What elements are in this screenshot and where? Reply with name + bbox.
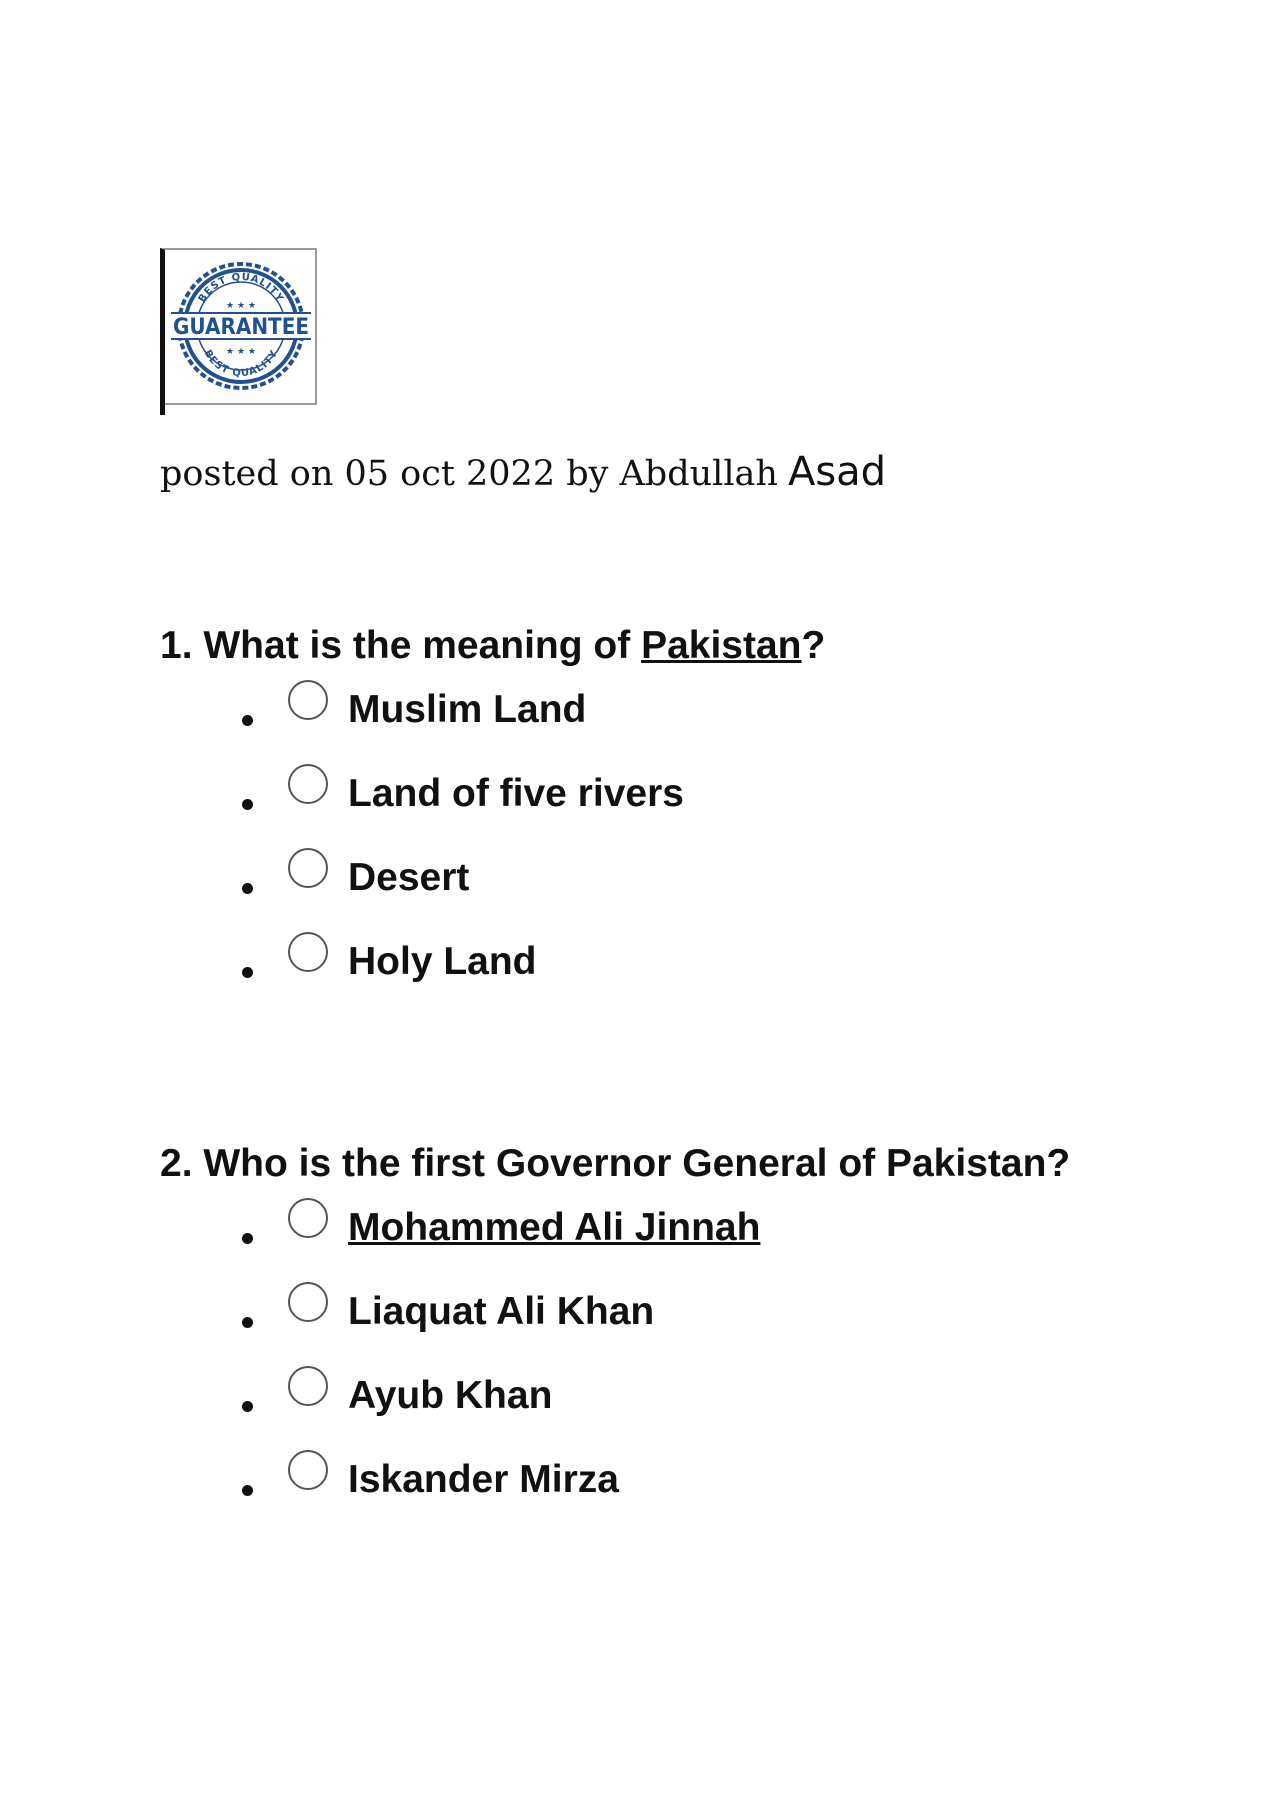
list-item xyxy=(160,1278,1240,1362)
option-label[interactable]: Liaquat Ali Khan xyxy=(348,1290,655,1333)
question-1 xyxy=(160,622,1240,1012)
option-label[interactable]: Desert xyxy=(348,856,470,899)
question-2-text: Who is the first Governor General of Pakistan? xyxy=(203,1142,1071,1185)
post-byline xyxy=(160,450,886,496)
option-label[interactable]: Muslim Land xyxy=(348,688,587,731)
option-label-link[interactable]: Mohammed Ali Jinnah xyxy=(348,1206,761,1249)
radio-button[interactable] xyxy=(288,680,328,720)
byline-author-surname: Asad xyxy=(787,449,887,495)
svg-text:BEST QUALITY: BEST QUALITY xyxy=(201,348,281,380)
svg-text:★ ★ ★: ★ ★ ★ xyxy=(226,301,256,311)
byline-text: posted on 05 oct 2022 by Abdullah xyxy=(160,454,778,494)
radio-button[interactable] xyxy=(288,1198,328,1238)
option-label[interactable]: Ayub Khan xyxy=(348,1374,553,1417)
question-2-number: 2. xyxy=(160,1142,193,1185)
bullet-icon xyxy=(242,967,253,978)
bullet-icon xyxy=(242,799,253,810)
bullet-icon xyxy=(242,1233,253,1244)
option-label[interactable]: Holy Land xyxy=(348,940,537,983)
option-label[interactable]: Iskander Mirza xyxy=(348,1458,619,1501)
question-1-question-mark: ? xyxy=(801,624,826,667)
list-item xyxy=(160,1362,1240,1446)
radio-button[interactable] xyxy=(288,1282,328,1322)
list-item xyxy=(160,676,1240,760)
question-1-number: 1. xyxy=(160,624,193,667)
list-item xyxy=(160,844,1240,928)
svg-text:★ ★ ★: ★ ★ ★ xyxy=(226,347,256,357)
radio-button[interactable] xyxy=(288,848,328,888)
question-1-options xyxy=(160,676,1240,1012)
bullet-icon xyxy=(242,1401,253,1412)
question-2 xyxy=(160,1140,1240,1530)
svg-text:GUARANTEE: GUARANTEE xyxy=(173,315,309,340)
bullet-icon xyxy=(242,1485,253,1496)
list-item xyxy=(160,1446,1240,1530)
question-2-options xyxy=(160,1194,1240,1530)
question-2-title xyxy=(160,1140,1240,1188)
radio-button[interactable] xyxy=(288,1366,328,1406)
option-label[interactable]: Land of five rivers xyxy=(348,772,684,815)
list-item xyxy=(160,760,1240,844)
question-1-title xyxy=(160,622,1240,670)
list-item xyxy=(160,1194,1240,1278)
bullet-icon xyxy=(242,1317,253,1328)
guarantee-seal-logo xyxy=(169,254,313,398)
bullet-icon xyxy=(242,715,253,726)
svg-text:BEST QUALITY: BEST QUALITY xyxy=(196,271,286,305)
radio-button[interactable] xyxy=(288,764,328,804)
question-1-link-pakistan[interactable]: Pakistan xyxy=(641,624,802,667)
radio-button[interactable] xyxy=(288,1450,328,1490)
radio-button[interactable] xyxy=(288,932,328,972)
logo-frame xyxy=(160,248,317,405)
list-item xyxy=(160,928,1240,1012)
question-1-text: What is the meaning of xyxy=(203,624,631,667)
bullet-icon xyxy=(242,883,253,894)
